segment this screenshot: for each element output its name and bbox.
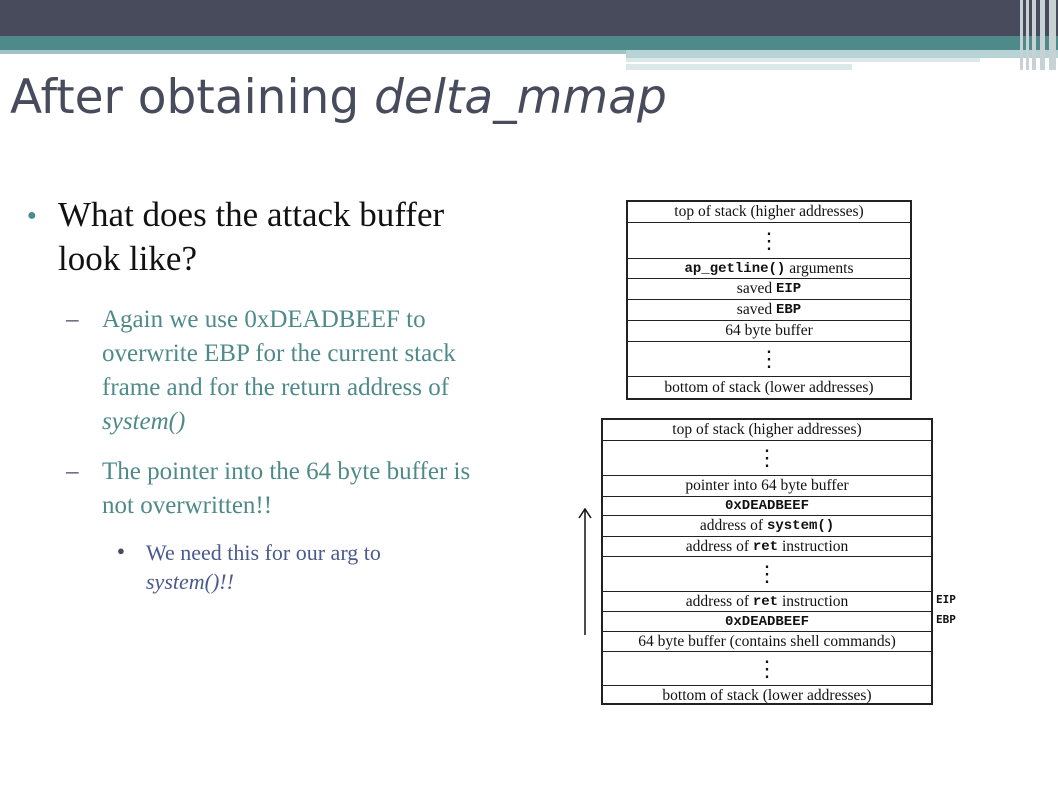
- vertical-ellipsis-icon: ⋮: [756, 445, 778, 470]
- sub-bullet-1-text: [102, 303, 486, 439]
- stack-cell-code: EIP: [775, 281, 802, 297]
- stack-cell-text: instruction: [778, 537, 849, 555]
- stack-cell-text: bottom of stack (lower addresses): [662, 686, 872, 704]
- vertical-ellipsis-icon: ⋮: [758, 227, 780, 253]
- header-bar-light: [0, 50, 626, 54]
- stack-cell: [603, 516, 931, 537]
- stack-cell-text: 64 byte buffer (contains shell commands): [638, 632, 896, 650]
- stack-after-diagram: [601, 418, 933, 705]
- bullet-dot-icon: ●: [117, 543, 125, 558]
- stack-cell: [628, 223, 910, 259]
- stack-cell: [603, 652, 931, 686]
- ebp-label: EBP: [936, 613, 956, 626]
- stack-cell-text: saved: [736, 280, 776, 297]
- sub-sub-bullet-text: [146, 538, 447, 596]
- header-bar-light: [626, 58, 980, 62]
- stack-cell-text: saved: [736, 301, 776, 318]
- stack-before-diagram: [626, 200, 912, 400]
- stack-cell-code: 0xDEADBEEF: [724, 498, 809, 514]
- stack-cell-text: instruction: [778, 592, 849, 610]
- stack-cell-text: bottom of stack (lower addresses): [664, 378, 874, 396]
- stack-cell: [628, 377, 910, 398]
- dash-icon: –: [66, 306, 79, 333]
- vertical-ellipsis-icon: ⋮: [758, 346, 780, 371]
- header-bar-light: [626, 50, 1058, 58]
- stack-cell: [603, 632, 931, 652]
- main-bullet-text: What does the attack buffer look like?: [58, 195, 445, 278]
- stack-cell-code: system(): [766, 518, 835, 534]
- header-bar-dark: [0, 0, 1058, 36]
- slide-title: [10, 70, 667, 125]
- stack-cell: [628, 279, 910, 300]
- sub-sub-bullet-plain: We need this for our arg to: [146, 540, 381, 565]
- bullet-dot-icon: ●: [27, 207, 37, 224]
- sub-bullet-1: [66, 303, 486, 439]
- stack-cell: [603, 420, 931, 441]
- stack-cell-text: address of: [685, 537, 753, 555]
- stack-cell: [603, 537, 931, 557]
- header-stripes: [1018, 0, 1058, 70]
- stack-cell: [603, 476, 931, 497]
- sub-bullet-2-text: The pointer into the 64 byte buffer is not overwritten!!: [102, 458, 471, 519]
- stack-cell-text: address of: [699, 517, 767, 534]
- stack-cell: [603, 612, 931, 632]
- stack-cell-text: top of stack (higher addresses): [674, 203, 864, 220]
- stack-cell: [603, 592, 931, 612]
- stack-cell-text: 64 byte buffer: [725, 322, 813, 339]
- sub-sub-bullet: [117, 538, 447, 596]
- sub-bullet-1-plain: Again we use 0xDEADBEEF to overwrite EBP for the current stack frame and for the return address of: [102, 306, 456, 401]
- dash-icon: –: [66, 458, 79, 485]
- stack-cell-code: ap_getline(): [684, 260, 786, 277]
- sub-bullet-2: [66, 455, 486, 523]
- up-arrow-icon: [578, 508, 592, 636]
- stack-cell: [628, 202, 910, 223]
- title-text: After obtaining: [10, 70, 375, 125]
- stack-cell-text: top of stack (higher addresses): [672, 421, 862, 438]
- sub-sub-bullet-italic: system()!!: [146, 569, 234, 594]
- stack-cell: [628, 300, 910, 321]
- stack-cell: [628, 321, 910, 342]
- stack-cell-text: address of: [685, 592, 753, 610]
- stack-cell-code: ret: [752, 538, 779, 555]
- sub-bullet-1-italic: system(): [102, 408, 186, 435]
- main-bullet: [27, 193, 450, 281]
- stack-cell-code: ret: [752, 593, 779, 610]
- stack-cell-code: 0xDEADBEEF: [724, 613, 809, 630]
- stack-cell-code: EBP: [775, 302, 802, 318]
- stack-cell: [628, 342, 910, 377]
- stack-cell: [603, 557, 931, 592]
- stack-cell-text: pointer into 64 byte buffer: [685, 477, 849, 494]
- eip-label: EIP: [936, 593, 956, 606]
- stack-cell: [603, 686, 931, 705]
- title-italic-text: delta_mmap: [374, 70, 667, 125]
- stack-cell: [628, 259, 910, 279]
- stack-cell: [603, 497, 931, 516]
- header-bar-teal: [0, 36, 1058, 50]
- vertical-ellipsis-icon: ⋮: [756, 561, 778, 586]
- stack-cell: [603, 441, 931, 476]
- stack-cell-text: arguments: [785, 259, 854, 277]
- vertical-ellipsis-icon: ⋮: [756, 655, 778, 681]
